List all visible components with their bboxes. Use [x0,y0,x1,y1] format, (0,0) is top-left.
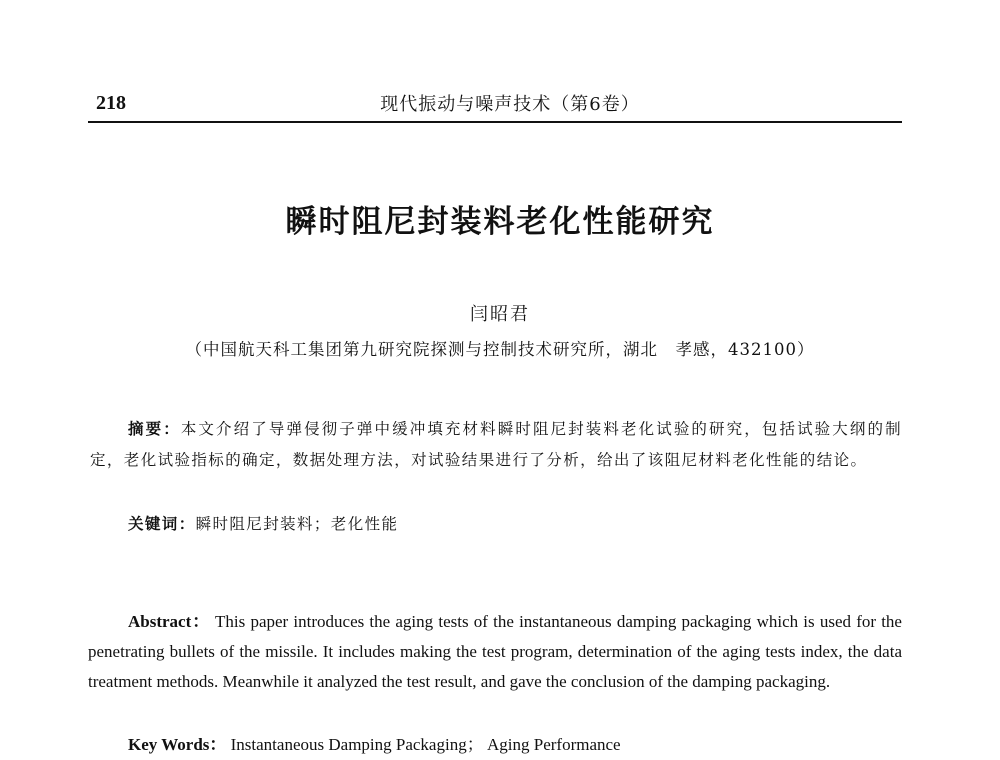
english-abstract-label: Abstract： [128,612,211,631]
chinese-abstract-text: 本文介绍了导弹侵彻子弹中缓冲填充材料瞬时阻尼封装料老化试验的研究，包括试验大纲的制定，老化试验指标的确定，数据处理方法，对试验结果进行了分析，给出了该阻尼材料老化性能的结论。 [90,420,903,469]
english-keywords-text: Instantaneous Damping Packaging； Aging Performance [230,735,621,754]
chinese-abstract [90,413,902,476]
running-title: 现代振动与噪声技术（第6卷） [380,94,640,115]
author-name: 闫昭君 [470,304,530,325]
page-number: 218 [96,92,126,114]
english-abstract-text: This paper introduces the aging tests of the instantaneous damping packaging which is used for the penetrating bullets of the missile. It includes making the test program, determination of the aging tests index, the data treatment methods. Meanwhile it analyzed the test result, and gave the conclusion of the damping packaging. [88,612,902,691]
chinese-keywords [128,508,902,540]
article-title: 瞬时阻尼封装料老化性能研究 [285,204,715,240]
chinese-keywords-label: 关键词： [128,514,196,533]
chinese-abstract-label: 摘要： [128,419,181,438]
english-keywords-label: Key Words： [128,735,227,754]
english-abstract [88,607,902,697]
author-affiliation: （中国航天科工集团第九研究院探测与控制技术研究所，湖北 孝感，432100） [185,340,815,359]
english-keywords [128,733,902,757]
chinese-keywords-text: 瞬时阻尼封装料；老化性能 [195,515,399,533]
header-rule [88,121,902,123]
